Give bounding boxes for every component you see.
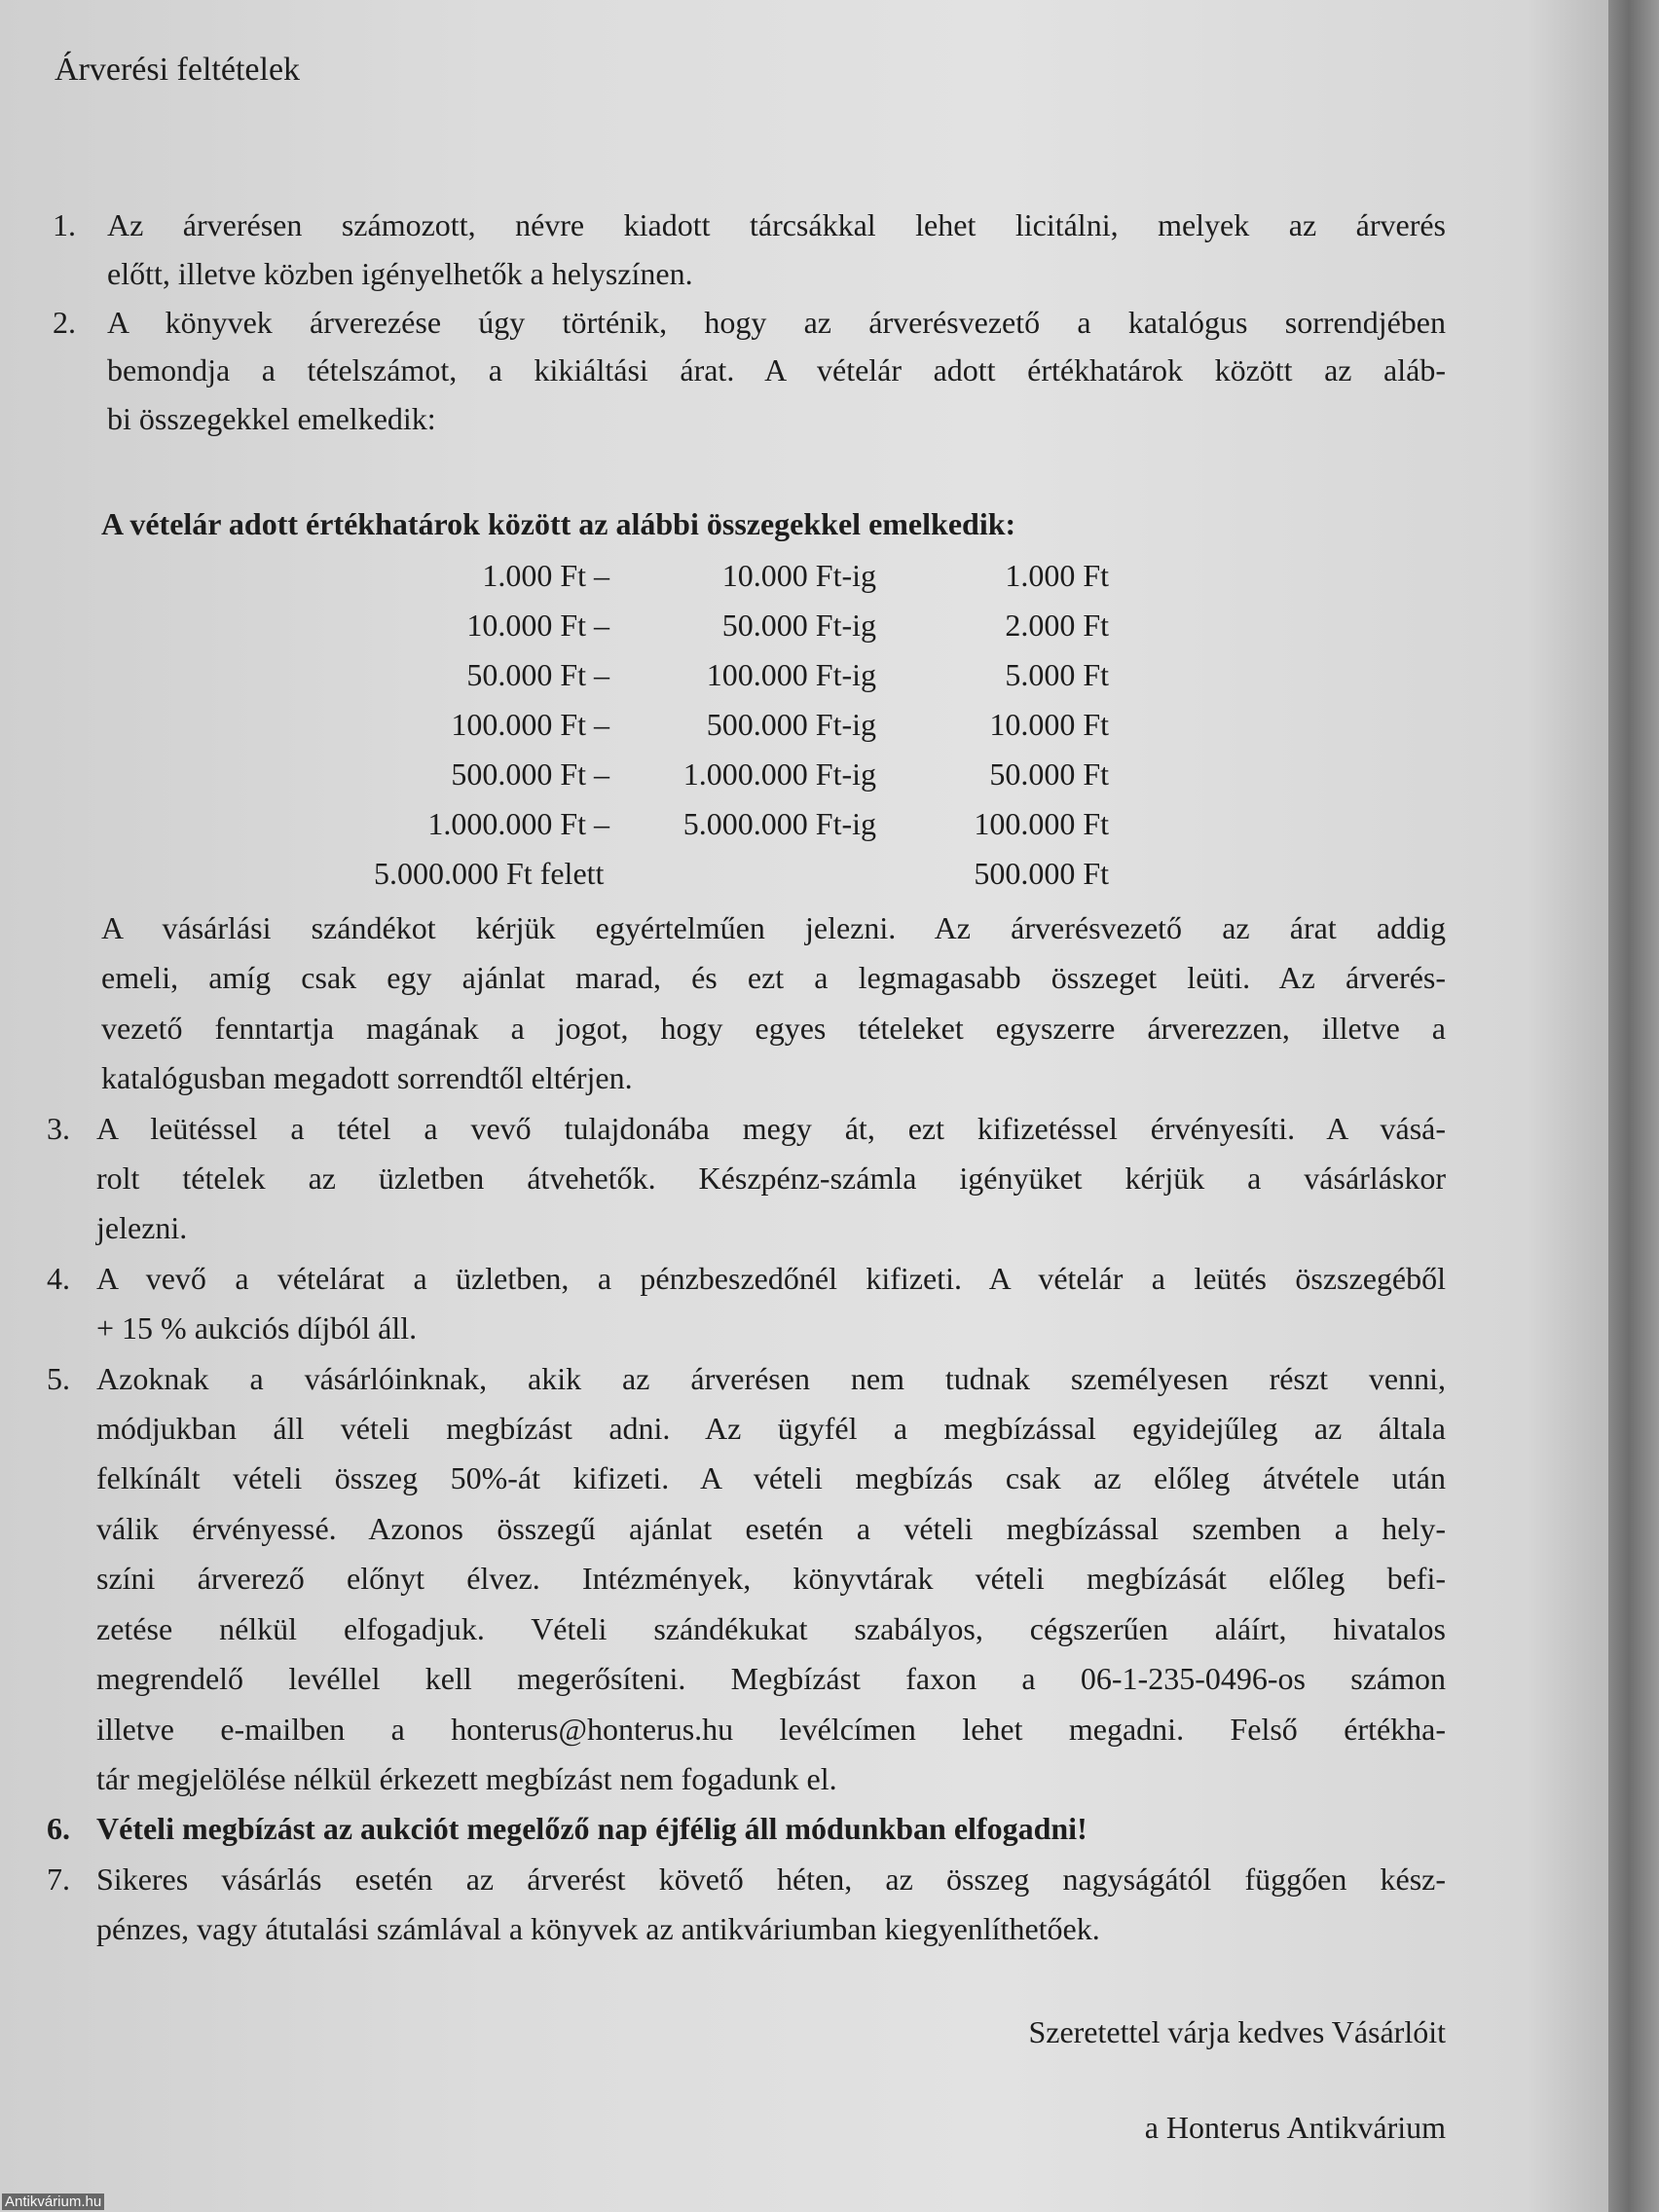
range-from: 10.000 Ft – <box>466 608 609 643</box>
item-number: 4. <box>47 1260 70 1296</box>
list-item <box>47 1104 1446 1254</box>
item-text <box>96 1804 1446 1854</box>
range-to: 10.000 Ft-ig <box>721 558 876 593</box>
text-line: válik érvényessé. Azonos összegű ajánlat esetén a vételi megbízással szemben a hely- <box>96 1510 1446 1546</box>
text-line: rolt tételek az üzletben átvehetők. Készpénz-számla igényüket kérjük a vásárláskor <box>96 1161 1446 1197</box>
item-number: 5. <box>47 1360 70 1396</box>
text-line: zetése nélkül elfogadjuk. Vételi szándékukat szabályos, cégszerűen aláírt, hivatalos <box>96 1610 1446 1646</box>
text-line: pénzes, vagy átutalási számlával a könyvek az antikváriumban kiegyenlíthetőek. <box>96 1911 1100 1947</box>
item-text <box>96 1855 1446 1955</box>
range-to: 500.000 Ft-ig <box>706 707 876 742</box>
list-item <box>47 1354 1446 1805</box>
text-line: katalógusban megadott sorrendtől eltérjen. <box>101 1060 633 1096</box>
text-line: A vevő a vételárat a üzletben, a pénzbeszedőnél kifizeti. A vételár a leütés öszszegéből <box>96 1260 1446 1296</box>
text-line: vezető fenntartja magának a jogot, hogy egyes tételeket egyszerre árverezzen, illetve a <box>101 1010 1446 1046</box>
table-row <box>0 799 1168 849</box>
text-line: színi árverező előnyt élvez. Intézmények, könyvtárak vételi megbízását előleg befi- <box>96 1561 1446 1597</box>
text-line: módjukban áll vételi megbízást adni. Az ügyfél a megbízással egyidejűleg az általa <box>96 1411 1446 1447</box>
conditions-list-bottom <box>47 903 1446 1955</box>
book-spine-edge <box>1608 0 1659 2212</box>
text-line: Vételi megbízást az aukciót megelőző nap éjfélig áll módunkban elfogadni! <box>96 1811 1088 1847</box>
table-row <box>0 849 1168 899</box>
range-from: 100.000 Ft – <box>451 707 609 742</box>
range-to: 5.000.000 Ft-ig <box>682 806 876 841</box>
range-from: 500.000 Ft – <box>451 756 609 792</box>
item-text <box>107 202 1446 299</box>
range-to: 100.000 Ft-ig <box>706 657 876 692</box>
list-item <box>47 1254 1446 1354</box>
increment: 500.000 Ft <box>974 856 1109 891</box>
item-text <box>107 299 1446 444</box>
table-row <box>0 551 1168 601</box>
signature-name: a Honterus Antikvárium <box>1144 2110 1446 2145</box>
increment: 50.000 Ft <box>989 756 1109 792</box>
list-item <box>53 202 1446 299</box>
item-number: 3. <box>47 1110 70 1146</box>
item-text <box>96 1354 1446 1805</box>
text-line: tár megjelölése nélkül érkezett megbízást nem fogadunk el. <box>96 1760 837 1796</box>
increment: 5.000 Ft <box>1005 657 1109 692</box>
increment: 100.000 Ft <box>974 806 1109 841</box>
page-title: Árverési feltételek <box>55 52 301 88</box>
table-row <box>0 650 1168 700</box>
text-line: A könyvek árverezése úgy történik, hogy az árverésvezető a katalógus sorrendjében <box>107 304 1446 340</box>
range-from: 50.000 Ft – <box>466 657 609 692</box>
item-text <box>96 1104 1446 1254</box>
range-from: 1.000.000 Ft – <box>427 806 609 841</box>
text-line: megrendelő levéllel kell megerősíteni. Megbízást faxon a 06-1-235-0496-os számon <box>96 1661 1446 1697</box>
text-line: felkínált vételi összeg 50%-át kifizeti. A vételi megbízás csak az előleg átvétele után <box>96 1460 1446 1496</box>
table-row <box>0 601 1168 650</box>
table-header: A vételár adott értékhatárok között az alábbi összegekkel emelkedik: <box>101 506 1016 541</box>
table-row <box>0 700 1168 750</box>
item-number: 1. <box>53 207 76 242</box>
list-item <box>47 1855 1446 1955</box>
item-number: 2. <box>53 304 76 340</box>
text-line: A leütéssel a tétel a vevő tulajdonába megy át, ezt kifizetéssel érvényesíti. A vásá- <box>96 1110 1446 1146</box>
signature-line: Szeretettel várja kedves Vásárlóit <box>1028 2014 1446 2049</box>
range-from: 5.000.000 Ft felett <box>374 856 605 891</box>
increment-table <box>0 551 1168 899</box>
item-text <box>96 1254 1446 1354</box>
increment: 1.000 Ft <box>1005 558 1109 593</box>
range-to: 50.000 Ft-ig <box>721 608 876 643</box>
text-line: A vásárlási szándékot kérjük egyértelműen jelezni. Az árverésvezető az árat addig <box>101 910 1446 945</box>
item-number: 6. <box>47 1811 70 1847</box>
text-line: előtt, illetve közben igényelhetők a helyszínen. <box>107 255 693 291</box>
table-row <box>0 750 1168 799</box>
text-line: emeli, amíg csak egy ajánlat marad, és ezt a legmagasabb összeget leüti. Az árverés- <box>101 960 1446 996</box>
range-to: 1.000.000 Ft-ig <box>682 756 876 792</box>
text-line: jelezni. <box>96 1210 188 1246</box>
increment: 10.000 Ft <box>989 707 1109 742</box>
text-line: bi összegekkel emelkedik: <box>107 401 436 437</box>
text-line: + 15 % aukciós díjból áll. <box>96 1310 418 1346</box>
list-item <box>47 1804 1446 1854</box>
paragraph <box>101 903 1446 1104</box>
watermark: Antikvárium.hu <box>2 2194 104 2210</box>
conditions-list-top <box>53 202 1446 444</box>
range-from: 1.000 Ft – <box>482 558 609 593</box>
text-line: Azoknak a vásárlóinknak, akik az árverésen nem tudnak személyesen részt venni, <box>96 1360 1446 1396</box>
increment: 2.000 Ft <box>1005 608 1109 643</box>
text-line: bemondja a tételszámot, a kikiáltási árat. A vételár adott értékhatárok között az aláb- <box>107 352 1446 388</box>
text-line: illetve e-mailben a honterus@honterus.hu levélcímen lehet megadni. Felső értékha- <box>96 1711 1446 1747</box>
item-number: 7. <box>47 1861 70 1897</box>
list-item <box>53 299 1446 444</box>
text-line: Sikeres vásárlás esetén az árverést követő héten, az összeg nagyságától függően kész- <box>96 1861 1446 1897</box>
text-line: Az árverésen számozott, névre kiadott tárcsákkal lehet licitálni, melyek az árverés <box>107 207 1446 242</box>
